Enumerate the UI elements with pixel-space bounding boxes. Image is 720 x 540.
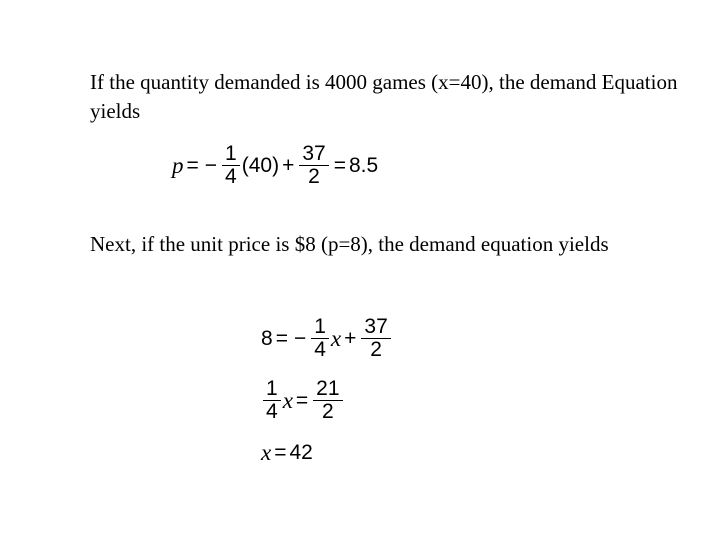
price-variable: p xyxy=(172,152,184,178)
fraction-numerator: 1 xyxy=(225,142,237,165)
minus-sign: − xyxy=(204,153,218,177)
x-variable: x xyxy=(282,387,293,413)
fraction-thirtyseven-halves xyxy=(299,143,328,188)
rearranged-equation xyxy=(261,378,345,423)
fraction-numerator: 1 xyxy=(266,377,278,400)
demand-equation xyxy=(261,316,393,361)
fraction-numerator: 21 xyxy=(316,377,340,400)
solution-value: 42 xyxy=(289,441,313,464)
fraction-denominator: 4 xyxy=(225,165,237,188)
fraction-numerator: 37 xyxy=(364,315,388,338)
fraction-one-quarter xyxy=(263,378,281,423)
solution-equation xyxy=(261,440,313,466)
fraction-denominator: 2 xyxy=(308,165,320,188)
fraction-denominator: 4 xyxy=(266,400,278,423)
x-variable: x xyxy=(330,325,342,351)
fraction-one-quarter xyxy=(311,316,329,361)
fraction-one-quarter xyxy=(222,143,240,188)
fraction-thirtyseven-halves xyxy=(361,316,390,361)
fraction-numerator: 1 xyxy=(314,315,326,338)
equals-sign: = xyxy=(186,153,199,177)
equals-sign: = xyxy=(275,326,288,350)
minus-sign: − xyxy=(293,326,307,350)
fraction-denominator: 4 xyxy=(314,338,326,361)
fraction-numerator: 37 xyxy=(302,142,326,165)
plus-sign: + xyxy=(344,326,357,350)
intro-paragraph: If the quantity demanded is 4000 games (x=40), the demand Equation yields xyxy=(90,70,678,123)
price-equation xyxy=(172,143,378,188)
fraction-twentyone-halves xyxy=(313,378,342,423)
fraction-denominator: 2 xyxy=(322,400,334,423)
equals-sign: = xyxy=(295,388,309,412)
quantity-value: (40) xyxy=(241,153,280,177)
fraction-denominator: 2 xyxy=(370,338,382,361)
price-result: 8.5 xyxy=(348,153,379,177)
x-variable: x xyxy=(261,440,272,465)
equals-sign: = xyxy=(333,153,346,177)
price-value: 8 xyxy=(261,326,273,350)
second-paragraph: Next, if the unit price is $8 (p=8), the demand equation yields xyxy=(90,232,609,256)
equals-sign: = xyxy=(274,441,287,464)
plus-sign: + xyxy=(282,153,295,177)
